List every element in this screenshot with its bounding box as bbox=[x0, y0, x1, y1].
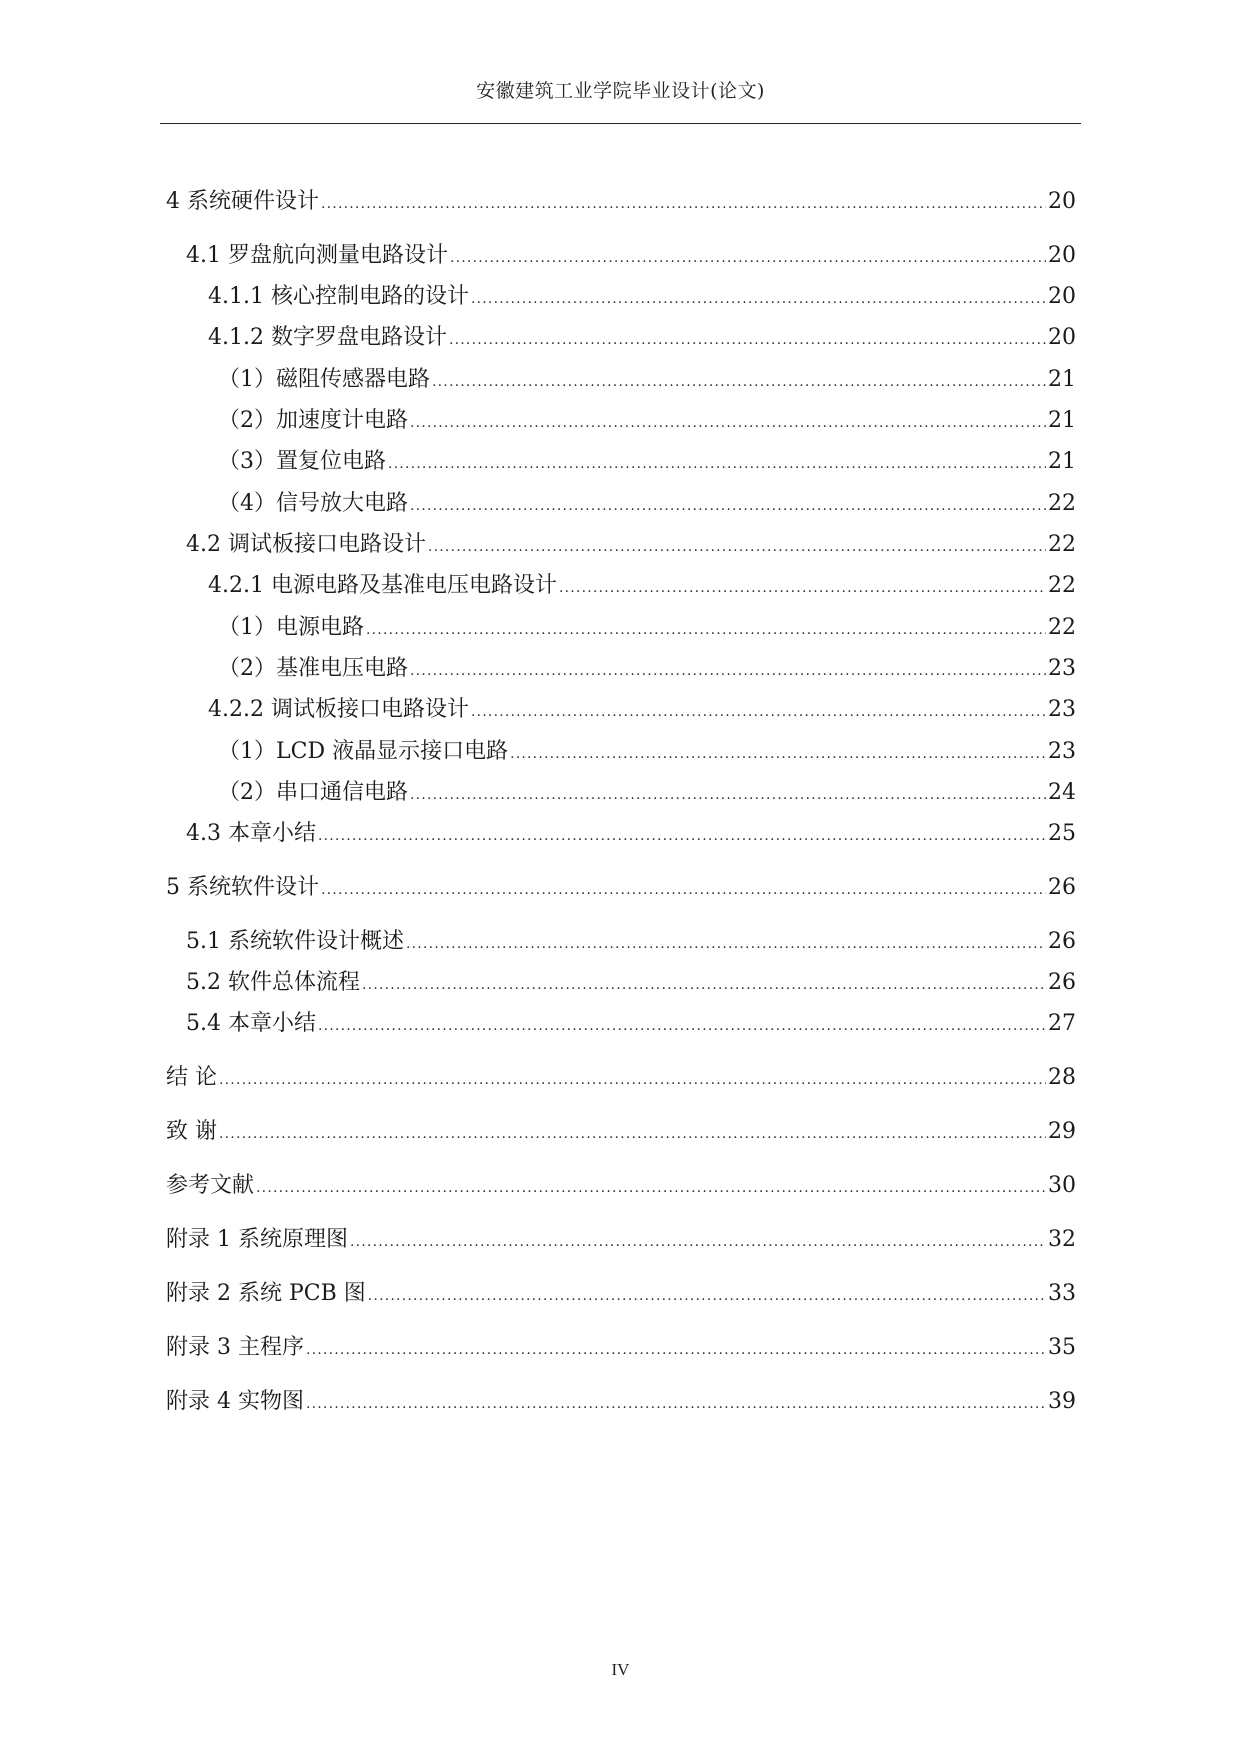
toc-entry[interactable] bbox=[218, 448, 1076, 478]
toc-leader bbox=[321, 190, 1046, 218]
toc-entry-title: 4.2.2 调试板接口电路设计 bbox=[208, 697, 469, 722]
toc-entry[interactable] bbox=[166, 1226, 1076, 1256]
toc-entry-page: 33 bbox=[1048, 1281, 1076, 1306]
toc-leader bbox=[256, 1174, 1046, 1202]
toc-entry-page: 26 bbox=[1048, 929, 1076, 954]
toc-entry-page: 23 bbox=[1048, 656, 1076, 681]
toc-leader bbox=[410, 657, 1046, 685]
toc-entry-title: （3）置复位电路 bbox=[218, 449, 386, 474]
toc-entry-title: （1）LCD 液晶显示接口电路 bbox=[218, 739, 509, 764]
toc-entry-title: 4.1.1 核心控制电路的设计 bbox=[208, 284, 469, 309]
toc-leader bbox=[388, 450, 1046, 478]
toc-entry-page: 39 bbox=[1048, 1389, 1076, 1414]
toc-entry-page: 27 bbox=[1048, 1011, 1076, 1036]
toc-entry-title: （1）电源电路 bbox=[218, 615, 364, 640]
toc-leader bbox=[321, 876, 1046, 904]
toc-entry[interactable] bbox=[166, 1064, 1076, 1094]
toc-entry[interactable] bbox=[208, 572, 1076, 602]
toc-leader bbox=[471, 698, 1046, 726]
toc-entry[interactable] bbox=[166, 1280, 1076, 1310]
toc-entry[interactable] bbox=[186, 969, 1076, 999]
page-header: 安徽建筑工业学院毕业设计(论文) bbox=[476, 80, 765, 102]
toc-entry[interactable] bbox=[218, 655, 1076, 685]
toc-entry-title: （4）信号放大电路 bbox=[218, 491, 408, 516]
toc-leader bbox=[350, 1228, 1046, 1256]
page-number: IV bbox=[611, 1660, 630, 1679]
toc-entry[interactable] bbox=[186, 242, 1076, 272]
toc-leader bbox=[410, 781, 1046, 809]
toc-entry-title: 5 系统软件设计 bbox=[166, 875, 319, 900]
toc-entry[interactable] bbox=[208, 283, 1076, 313]
toc-entry-title: 结 论 bbox=[166, 1065, 217, 1090]
toc-entry-page: 23 bbox=[1048, 697, 1076, 722]
toc-entry[interactable] bbox=[186, 1010, 1076, 1040]
toc-entry-page: 25 bbox=[1048, 821, 1076, 846]
toc-entry[interactable] bbox=[166, 1388, 1076, 1418]
toc-leader bbox=[450, 244, 1046, 272]
toc-entry-title: 4.2.1 电源电路及基准电压电路设计 bbox=[208, 573, 557, 598]
toc-entry-page: 29 bbox=[1048, 1119, 1076, 1144]
toc-entry[interactable] bbox=[186, 531, 1076, 561]
toc-leader bbox=[362, 971, 1046, 999]
toc-entry-title: 附录 4 实物图 bbox=[166, 1389, 304, 1414]
toc-entry-page: 22 bbox=[1048, 615, 1076, 640]
toc-leader bbox=[432, 368, 1046, 396]
toc-entry[interactable] bbox=[218, 738, 1076, 768]
toc-entry-page: 20 bbox=[1048, 325, 1076, 350]
toc-entry-page: 20 bbox=[1048, 284, 1076, 309]
toc-leader bbox=[410, 492, 1046, 520]
toc-entry-title: （2）串口通信电路 bbox=[218, 780, 408, 805]
toc-entry-page: 35 bbox=[1048, 1335, 1076, 1360]
toc-entry[interactable] bbox=[186, 928, 1076, 958]
toc-entry[interactable] bbox=[218, 779, 1076, 809]
toc-entry-page: 26 bbox=[1048, 970, 1076, 995]
toc-entry-page: 22 bbox=[1048, 573, 1076, 598]
toc-entry-title: （2）加速度计电路 bbox=[218, 408, 408, 433]
toc-entry-title: 5.4 本章小结 bbox=[186, 1011, 316, 1036]
toc-entry-title: 4.1 罗盘航向测量电路设计 bbox=[186, 243, 448, 268]
toc-entry-title: 参考文献 bbox=[166, 1173, 255, 1198]
toc-entry-page: 24 bbox=[1048, 780, 1076, 805]
toc-entry[interactable] bbox=[208, 324, 1076, 354]
toc-entry-title: 4 系统硬件设计 bbox=[166, 189, 319, 214]
toc-entry[interactable] bbox=[218, 614, 1076, 644]
toc-entry[interactable] bbox=[186, 820, 1076, 850]
toc-entry-title: 4.3 本章小结 bbox=[186, 821, 316, 846]
toc-entry[interactable] bbox=[166, 188, 1076, 218]
toc-leader bbox=[410, 409, 1046, 437]
toc-leader bbox=[366, 616, 1046, 644]
toc-entry-page: 21 bbox=[1048, 408, 1076, 433]
toc-entry-page: 21 bbox=[1048, 449, 1076, 474]
toc-leader bbox=[318, 822, 1046, 850]
toc-leader bbox=[219, 1120, 1046, 1148]
toc-leader bbox=[368, 1282, 1046, 1310]
toc-entry-page: 20 bbox=[1048, 243, 1076, 268]
toc-leader bbox=[510, 740, 1046, 768]
toc-entry-title: 4.1.2 数字罗盘电路设计 bbox=[208, 325, 447, 350]
toc-entry[interactable] bbox=[166, 874, 1076, 904]
toc-entry[interactable] bbox=[166, 1118, 1076, 1148]
toc-entry-title: （2）基准电压电路 bbox=[218, 656, 408, 681]
toc-entry[interactable] bbox=[218, 366, 1076, 396]
toc-entry-page: 32 bbox=[1048, 1227, 1076, 1252]
toc-leader bbox=[306, 1336, 1046, 1364]
toc-entry-page: 22 bbox=[1048, 491, 1076, 516]
toc-entry-title: 4.2 调试板接口电路设计 bbox=[186, 532, 426, 557]
toc-entry-page: 20 bbox=[1048, 189, 1076, 214]
toc-leader bbox=[428, 533, 1046, 561]
toc-entry-title: 附录 3 主程序 bbox=[166, 1335, 304, 1360]
toc-entry-title: （1）磁阻传感器电路 bbox=[218, 367, 430, 392]
toc-leader bbox=[306, 1390, 1046, 1418]
toc-entry-title: 附录 1 系统原理图 bbox=[166, 1227, 348, 1252]
toc-entry-page: 23 bbox=[1048, 739, 1076, 764]
toc-entry-page: 22 bbox=[1048, 532, 1076, 557]
toc-entry-page: 30 bbox=[1048, 1173, 1076, 1198]
toc-entry-page: 28 bbox=[1048, 1065, 1076, 1090]
toc-entry-title: 5.1 系统软件设计概述 bbox=[186, 929, 404, 954]
toc-entry-title: 附录 2 系统 PCB 图 bbox=[166, 1281, 366, 1306]
toc-leader bbox=[449, 326, 1046, 354]
toc-entry[interactable] bbox=[218, 407, 1076, 437]
toc-leader bbox=[471, 285, 1046, 313]
toc-leader bbox=[406, 930, 1046, 958]
toc-entry[interactable] bbox=[166, 1334, 1076, 1364]
toc-leader bbox=[559, 574, 1046, 602]
toc-entry-page: 26 bbox=[1048, 875, 1076, 900]
toc-leader bbox=[219, 1066, 1046, 1094]
toc-entry-title: 致 谢 bbox=[166, 1119, 217, 1144]
toc-entry-page: 21 bbox=[1048, 367, 1076, 392]
toc-entry-title: 5.2 软件总体流程 bbox=[186, 970, 360, 995]
toc-entry[interactable] bbox=[218, 490, 1076, 520]
toc-entry[interactable] bbox=[208, 696, 1076, 726]
toc-leader bbox=[318, 1012, 1046, 1040]
toc-entry[interactable] bbox=[166, 1172, 1076, 1202]
